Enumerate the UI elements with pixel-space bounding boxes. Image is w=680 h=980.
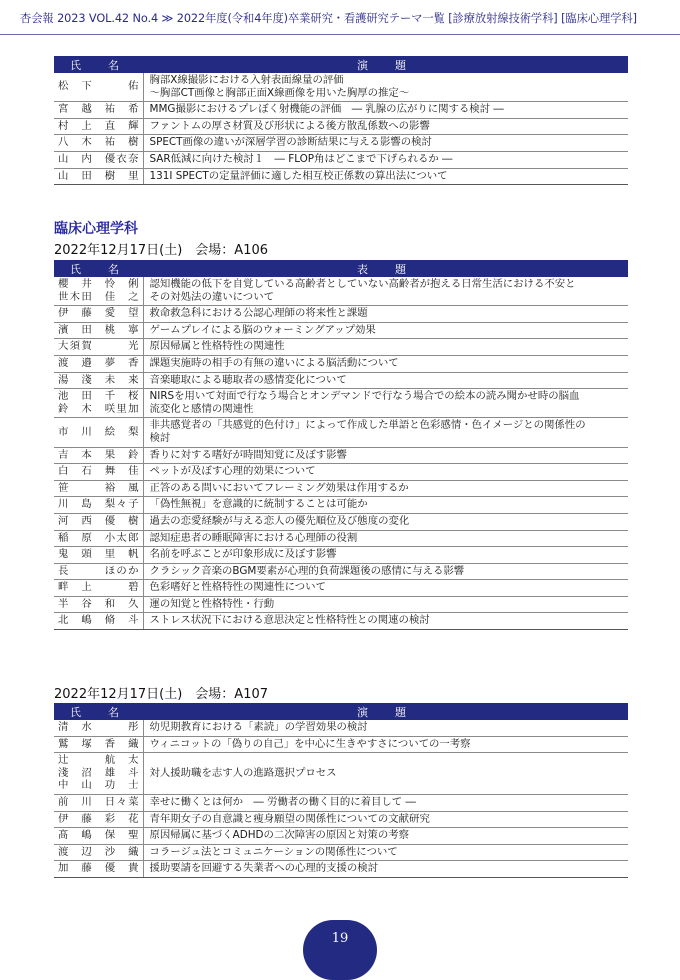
author-name: 櫻 井 怜 俐 [58, 278, 139, 290]
research-title-line: 音楽聴取による聴取者の感情変化について [149, 373, 347, 386]
table-header-row [54, 703, 628, 720]
author-name: 世木田 佳 之 [58, 290, 139, 303]
table-row [54, 372, 628, 389]
author-name: 伊 藤 愛 望 [58, 307, 139, 320]
author-names [54, 530, 143, 547]
author-names [54, 513, 143, 530]
table-header-row [54, 260, 628, 277]
author-name: 長 ほのか [58, 564, 139, 577]
author-names [54, 277, 143, 306]
author-names [54, 418, 143, 447]
author-name: 渡 邉 夢 香 [58, 356, 139, 369]
research-title-line: NIRSを用いて対面で行なう場合とオンデマンドで行なう場合での絵本の読み聞かせ時の脳血 [149, 390, 580, 403]
session-heading-a106: 2022年12月17日(土) 会場：A106 [54, 243, 269, 258]
research-title-line: ウィニコットの「偽りの自己」を中心に生きやすさについての一考察 [149, 737, 471, 750]
session-heading-a107: 2022年12月17日(土) 会場：A107 [54, 687, 269, 702]
research-title-line: 名前を呼ぶことが印象形成に及ぼす影響 [149, 548, 337, 561]
table-row [54, 753, 628, 795]
research-title [143, 811, 628, 828]
author-names [54, 102, 143, 119]
research-title-line: 援助要請を回避する失業者への心理的支援の検討 [149, 862, 379, 875]
research-title [143, 596, 628, 613]
author-name: 山 内 優衣奈 [58, 152, 139, 165]
research-title-line: MMG撮影におけるプレぼく射機能の評価 ― 乳腺の広がりに関する検討 ― [149, 103, 504, 116]
author-names [54, 118, 143, 135]
research-title-line: クラシック音楽のBGM要素が心理的負荷課題後の感情に与える影響 [149, 564, 465, 577]
table-row [54, 389, 628, 418]
author-names [54, 828, 143, 845]
research-title-line: 検討 [149, 431, 171, 444]
research-title-line: 131I SPECTの定量評価に適した相互校正係数の算出法について [149, 169, 448, 182]
research-title-line: 原因帰属に基づくADHDの二次障害の原因と対策の考察 [149, 829, 410, 842]
author-names [54, 464, 143, 481]
table-row [54, 135, 628, 152]
research-title-line: 正答のある問いにおいてフレーミング効果は作用するか [149, 481, 409, 494]
research-title [143, 530, 628, 547]
research-title [143, 513, 628, 530]
research-title [143, 322, 628, 339]
research-title-line: 認知症患者の睡眠障害における心理師の役割 [149, 531, 358, 544]
research-title-line: 幼児期教育における「素読」の学習効果の検討 [149, 721, 368, 733]
author-name: 北 嶋 脩 斗 [58, 614, 139, 627]
author-names [54, 168, 143, 185]
table-row [54, 480, 628, 497]
research-title [143, 418, 628, 447]
table-row [54, 339, 628, 356]
author-name: 畔 上 碧 [58, 581, 139, 594]
column-header-title: 演 題 [143, 703, 628, 720]
author-name: 淺 沼 雄 斗 [58, 766, 139, 779]
author-names [54, 339, 143, 356]
radiology-theme-table [54, 56, 628, 185]
table-row [54, 736, 628, 753]
table-row [54, 563, 628, 580]
research-title-line: 〜胸部CT画像と胸部正面X線画像を用いた胸厚の推定〜 [149, 86, 410, 99]
column-header-name: 氏 名 [54, 703, 143, 720]
header-rule [0, 34, 680, 35]
author-name: 河 西 優 樹 [58, 514, 139, 527]
research-title-line: 運の知覚と性格特性・行動 [149, 597, 275, 610]
table-row [54, 102, 628, 119]
table-row [54, 73, 628, 102]
author-names [54, 736, 143, 753]
research-title [143, 447, 628, 464]
author-name: 村 上 直 輝 [58, 119, 139, 132]
research-title [143, 372, 628, 389]
research-title-line: 課題実施時の相手の有無の違いによる脳活動について [149, 356, 399, 369]
author-name: 山 田 樹 里 [58, 169, 139, 182]
table-row [54, 118, 628, 135]
research-title [143, 563, 628, 580]
author-names [54, 306, 143, 323]
author-name: 稲 原 小太郎 [58, 531, 139, 544]
author-names [54, 547, 143, 564]
column-header-title: 表 題 [143, 260, 628, 277]
research-title-line: ゲームプレイによる脳のウォーミングアップ効果 [149, 323, 376, 336]
research-title [143, 168, 628, 185]
research-title [143, 277, 628, 306]
research-title-line: SPECT画像の違いが深層学習の診断結果に与える影響の検討 [149, 136, 432, 149]
research-title-line: その対処法の違いについて [149, 290, 274, 303]
author-name: 大須賀 光 [58, 340, 139, 353]
research-title [143, 497, 628, 514]
author-names [54, 613, 143, 630]
column-header-name: 氏 名 [54, 260, 143, 277]
research-title [143, 306, 628, 323]
author-names [54, 355, 143, 372]
author-name: 前 川 日々菜 [58, 795, 139, 808]
research-title [143, 464, 628, 481]
author-names [54, 861, 143, 878]
department-title: 臨床心理学科 [54, 221, 138, 237]
author-names [54, 151, 143, 168]
research-title-line: 幸せに働くとは何か ― 労働者の働く目的に着目して ― [149, 795, 416, 808]
author-names [54, 794, 143, 811]
research-title [143, 151, 628, 168]
table-row [54, 277, 628, 306]
research-title-line: 香りに対する嗜好が時間知覚に及ぼす影響 [149, 448, 347, 461]
page-number-badge [303, 920, 377, 980]
research-title [143, 102, 628, 119]
table-row [54, 355, 628, 372]
table-row [54, 464, 628, 481]
table-row [54, 306, 628, 323]
page-number: 19 [331, 931, 349, 946]
research-title [143, 135, 628, 152]
research-title-line: ファントムの厚さ材質及び形状による後方散乱係数への影響 [149, 119, 430, 132]
author-name: 中 山 功 士 [58, 779, 139, 792]
table-row [54, 447, 628, 464]
table-row [54, 613, 628, 630]
author-name: 鈴 木 咲里加 [58, 402, 139, 415]
table-row [54, 497, 628, 514]
author-name: 鷲 塚 香 織 [58, 737, 139, 750]
research-title [143, 480, 628, 497]
author-name: 白 石 舞 佳 [58, 465, 139, 478]
table-row [54, 547, 628, 564]
research-title-line: 色彩嗜好と性格特性の関連性について [149, 581, 326, 594]
author-names [54, 580, 143, 597]
table-row [54, 580, 628, 597]
author-name: 宮 越 祐 希 [58, 103, 139, 116]
table-row [54, 828, 628, 845]
research-title-line: 救命救急科における公認心理師の将来性と課題 [149, 307, 368, 320]
research-title [143, 794, 628, 811]
psychology-a107-table [54, 703, 628, 878]
table-row [54, 322, 628, 339]
research-title [143, 118, 628, 135]
author-name: 鬼 頭 里 帆 [58, 548, 139, 561]
author-name: 加 藤 優 貴 [58, 862, 139, 875]
author-name: 笹 裕 風 [58, 481, 139, 494]
author-names [54, 753, 143, 795]
author-name: 八 木 祐 樹 [58, 136, 139, 149]
table-row [54, 513, 628, 530]
author-name: 川 島 梨々子 [58, 498, 139, 511]
research-title-line: 非共感覚者の「共感覚的色付け」によって作成した単語と色彩感情・色イメージとの関係性の [149, 419, 586, 432]
research-title [143, 339, 628, 356]
research-title [143, 844, 628, 861]
author-names [54, 844, 143, 861]
column-header-name: 氏 名 [54, 56, 143, 73]
column-header-title: 演 題 [143, 56, 628, 73]
author-name: 半 谷 和 久 [58, 597, 139, 610]
research-title [143, 580, 628, 597]
table-row [54, 794, 628, 811]
author-names [54, 563, 143, 580]
psychology-a106-table [54, 260, 628, 630]
table-row [54, 530, 628, 547]
table-row [54, 811, 628, 828]
table-header-row [54, 56, 628, 73]
research-title-line: 過去の恋愛経験が与える恋人の優先順位及び態度の変化 [149, 514, 410, 527]
research-title-line: ペットが及ぼす心理的効果について [149, 465, 316, 478]
research-title-line: SAR低減に向けた検討１ ― FLOP角はどこまで下げられるか ― [149, 152, 453, 165]
author-name: 吉 本 果 鈴 [58, 448, 139, 461]
research-title [143, 613, 628, 630]
table-row [54, 720, 628, 736]
research-title-line: 胸部X線撮影における入射表面線量の評価 [149, 74, 344, 86]
author-names [54, 135, 143, 152]
research-title [143, 389, 628, 418]
author-names [54, 372, 143, 389]
research-title-line: 対人援助職を志す人の進路選択プロセス [149, 766, 337, 779]
author-names [54, 480, 143, 497]
author-names [54, 389, 143, 418]
author-name: 松 下 佑 [58, 80, 139, 93]
table-row [54, 861, 628, 878]
author-names [54, 73, 143, 102]
table-row [54, 596, 628, 613]
author-name: 市 川 絵 梨 [58, 425, 139, 438]
table-row [54, 844, 628, 861]
table-row [54, 168, 628, 185]
author-name: 髙 嶋 保 聖 [58, 829, 139, 842]
research-title [143, 73, 628, 102]
author-names [54, 322, 143, 339]
research-title [143, 828, 628, 845]
table-row [54, 151, 628, 168]
research-title-line: 青年期女子の自意識と痩身願望の関係性についての文献研究 [149, 812, 430, 825]
research-title-line: コラージュ法とコミュニケーションの関係性について [149, 845, 398, 858]
author-names [54, 497, 143, 514]
research-title-line: ストレス状況下における意思決定と性格特性との関連の検討 [149, 614, 430, 627]
author-name: 清 水 彤 [58, 721, 139, 733]
research-title [143, 861, 628, 878]
author-name: 濱 田 桃 寧 [58, 323, 139, 336]
research-title [143, 547, 628, 564]
table-row [54, 418, 628, 447]
research-title [143, 736, 628, 753]
author-names [54, 720, 143, 736]
research-title-line: 原因帰属と性格特性の関連性 [149, 340, 285, 353]
research-title [143, 355, 628, 372]
research-title-line: 認知機能の低下を自覚している高齢者としていない高齢者が抱える日常生活における不安と [149, 278, 576, 290]
research-title-line: 「偽性無視」を意識的に統制することは可能か [149, 498, 368, 511]
author-names [54, 596, 143, 613]
author-name: 渡 辺 沙 織 [58, 845, 139, 858]
author-names [54, 447, 143, 464]
author-name: 池 田 千 桜 [58, 390, 139, 403]
research-title [143, 720, 628, 736]
page-header: 杏会報 2023 VOL.42 No.4 ≫ 2022年度(令和4年度)卒業研究・看護研究テーマ一覧 [診療放射線技術学科] [臨床心理学科] [20, 12, 637, 25]
research-title-line: 流変化と感情の関連性 [149, 402, 254, 415]
author-name: 伊 藤 彩 花 [58, 812, 139, 825]
research-title [143, 753, 628, 795]
author-name: 辻 航 太 [58, 754, 139, 767]
author-names [54, 811, 143, 828]
author-name: 湯 淺 未 来 [58, 373, 139, 386]
